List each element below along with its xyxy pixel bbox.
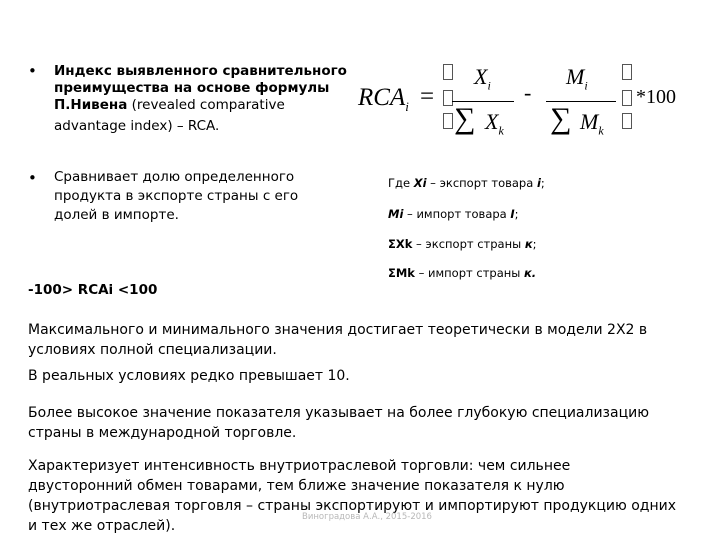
legend-mk: ΣMk – импорт страны к. [388, 266, 537, 280]
bullet-1-line-4: advantage index) – RCA. [54, 118, 220, 134]
bullet-1-line-3-rest: (revealed comparative [127, 97, 285, 113]
fraction-2-numerator: $M_i$ [566, 64, 588, 93]
bracket-box [443, 113, 453, 129]
bullet-2-line-2: продукта в экспорте страны с его [54, 188, 299, 204]
formula-equals: = [420, 83, 435, 110]
author-name: П.Нивена [54, 97, 128, 113]
fraction-1-numerator: $X_i$ [474, 64, 491, 93]
fraction-1-denominator: $X_k$ [485, 109, 504, 138]
paragraph-1: Максимального и минимального значения достигает теоретически в модели 2Х2 в условиях полной специализации. [28, 322, 648, 358]
bullet-2-line-1: Сравнивает долю определенного [54, 169, 295, 185]
bracket-box [622, 64, 632, 80]
bracket-box [622, 90, 632, 106]
paragraph-2: В реальных условиях редко превышает 10. [28, 368, 350, 384]
fraction-2-denominator: $M_k$ [580, 109, 604, 138]
paragraph-4: Характеризует интенсивность внутриотраслевой торговли: чем сильнее двусторонний обмен товарами, тем ближе значение показателя к нулю (внутриотраслевая торговля – страны экспортируют и импортируют продукцию одних и тех же отраслей). [28, 458, 677, 534]
bullet-2-line-3: долей в импорте. [54, 207, 179, 223]
bracket-box [443, 64, 453, 80]
bracket-box [622, 113, 632, 129]
rca-range: -100> RCAi <100 [28, 282, 158, 298]
sum-symbol: ∑ [550, 102, 572, 135]
formula-lhs: $RCA_i$ [358, 84, 409, 114]
bullet-marker: • [28, 169, 37, 187]
sum-symbol: ∑ [454, 102, 476, 135]
legend-xi: Где Xi – экспорт товара i; [388, 176, 545, 190]
legend-xk: ΣXk – экспорт страны к; [388, 237, 537, 251]
footer-note: Виноградова А.А., 2015-2016 [302, 512, 432, 522]
bracket-box [443, 90, 453, 106]
bullet-1-line-2: преимущества на основе формулы [54, 80, 330, 96]
legend-mi: Mi – импорт товара I; [388, 207, 519, 221]
formula-minus: - [524, 80, 532, 105]
bullet-marker: • [28, 62, 37, 80]
bullet-1-line-1: Индекс выявленного сравнительного [54, 63, 347, 79]
formula-multiplier: *100 [636, 86, 676, 108]
paragraph-3: Более высокое значение показателя указывает на более глубокую специализацию страны в международной торговле. [28, 405, 649, 441]
bullet-1-line-3 [54, 97, 285, 114]
